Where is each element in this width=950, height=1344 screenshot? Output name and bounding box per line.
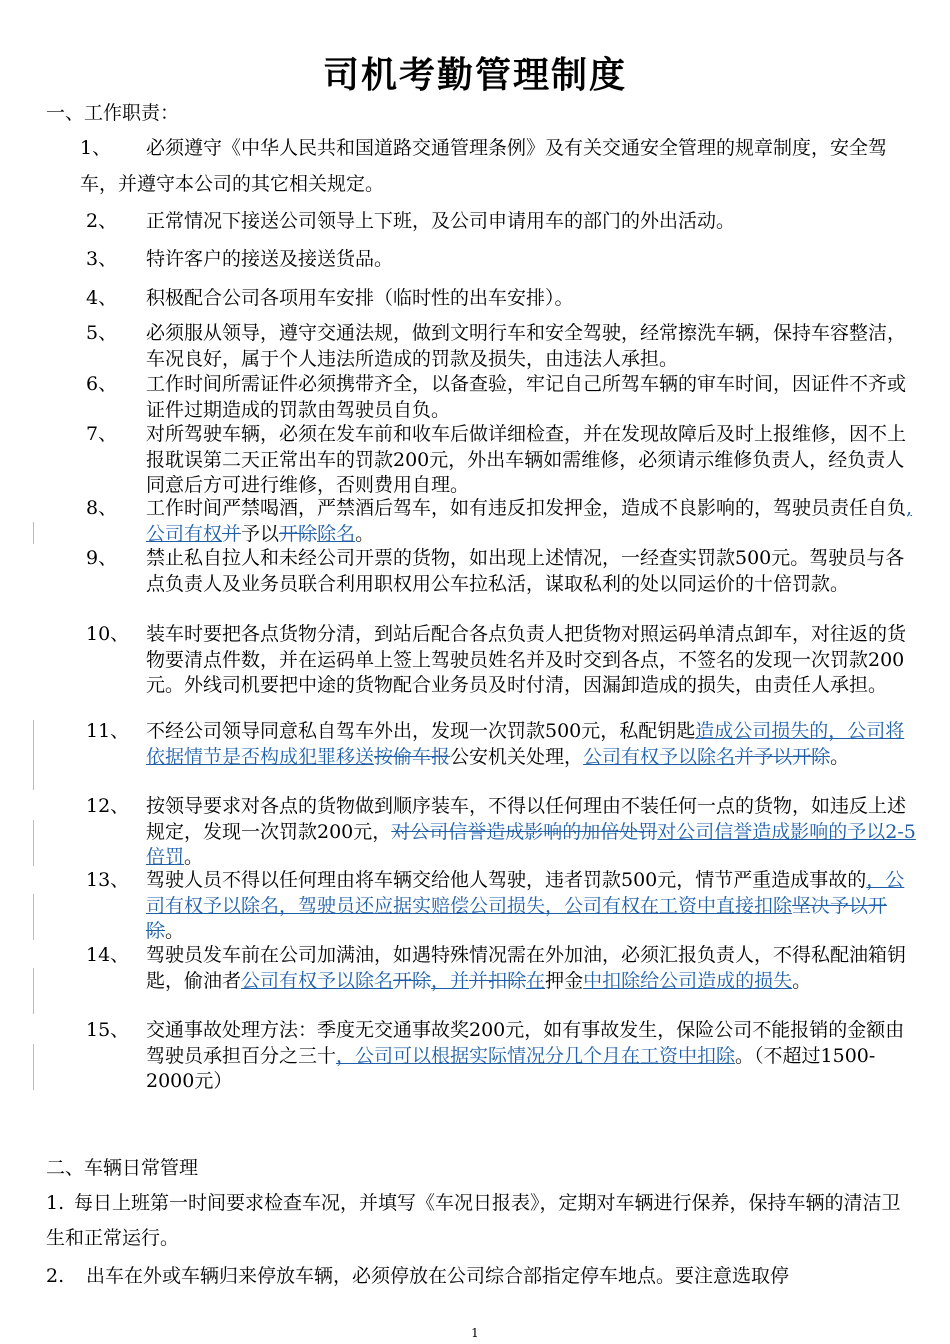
text-run: 。 [355,522,375,545]
item-number: 13、 [86,869,130,891]
revision-bar [33,720,34,790]
text-run: 工作时间所需证件必须携带齐全，以备查验，牢记自己所驾车辆的审车时间，因证件不齐或证件过期造成的罚款由驾驶员自负。 [146,373,907,421]
item-number: 15、 [86,1019,130,1041]
deleted-text: 开除 [393,969,432,992]
inserted-text: 公司有权予以除名 [241,969,394,992]
revision-bar [33,522,34,544]
page-number: 1 [471,1326,479,1340]
revision-bar [33,894,34,940]
duty-item-12 [86,794,918,871]
vehicle-item-1 [46,1186,908,1256]
item-number: 1、 [80,137,112,159]
text-run: 装车时要把各点货物分清，到站后配合各点负责人把货物对照运码单清点卸车，对往返的货物要清点件数，并在运码单上签上驾驶员姓名并及时交到各点，不签名的发现一次罚款200元。外线司机要把中途的货物配合业务员及时付清，因漏卸造成的损失，由责任人承担。 [146,623,907,696]
deleted-text: 按偷车报 [374,745,451,768]
item-number: 3、 [86,248,118,270]
deleted-text: 坚决予以开除 [146,894,888,942]
item-text: 积极配合公司各项用车安排（临时性的出车安排）。 [146,287,574,309]
item-number: 5、 [86,322,118,344]
inserted-text: 造成公司损失的，公司将依据情节是否构成犯罪移送 [146,720,905,768]
duty-item-11 [86,719,918,770]
section-heading-vehicle: 二、车辆日常管理 [46,1157,199,1179]
item-text: 正常情况下接送公司领导上下班，及公司申请用车的部门的外出活动。 [146,210,736,232]
item-number: 2. [46,1265,65,1287]
revision-bar [33,968,34,1014]
revision-bar [33,1044,34,1090]
item-text [146,422,918,499]
item-text [146,943,918,994]
duty-item-3 [86,241,914,277]
text-run: 必须服从领导，遵守交通法规，做到文明行车和安全驾驶，经常擦洗车辆，保持车容整洁，车况良好，属于个人违法所造成的罚款及损失，由违法人承担。 [146,322,907,370]
text-run: 驾驶员发车前在公司加满油，如遇特殊情况需在外加油，必须汇报负责人，不得私配油箱钥匙，偷油者 [146,944,907,992]
text-run: 。（不超过1500-2000元） [146,1044,876,1092]
revision-bar [33,820,34,866]
duty-item-7 [86,422,918,499]
text-run: 。 [792,969,812,992]
item-number: 2、 [86,210,118,232]
duty-item-1 [80,130,908,202]
deleted-text: 并予以开除 [735,745,831,768]
item-number: 4、 [86,287,118,309]
text-run: 不经公司领导同意私自驾车外出，发现一次罚款500元，私配钥匙 [146,720,696,742]
text-run: 对所驾驶车辆，必须在发车前和收车后做详细检查，并在发现故障后及时上报维修，因不上报耽误第二天正常出车的罚款200元，外出车辆如需维修，必须请示维修负责人，经负责人同意后方可进行维修，否则费用自理。 [146,423,907,496]
document-title: 司机考勤管理制度 [322,55,627,96]
text-run: 禁止私自拉人和未经公司开票的货物，如出现上述情况，一经查实罚款500元。驾驶员与各点负责人及业务员联合利用职权用公车拉私活，谋取私利的处以同运价的十倍罚款。 [146,547,905,595]
item-number: 10、 [86,623,130,645]
inserted-text: 公司有权予以除名 [583,745,736,768]
item-number: 14、 [86,944,130,966]
text-run: 予以 [241,522,280,545]
inserted-text: ，公司可以根据实际情况分几个月在工资中扣除 [336,1044,736,1067]
text-run: 工作时间严禁喝酒，严禁酒后驾车，如有违反扣发押金，造成不良影响的，驾驶员责任自负 [146,497,907,519]
item-text: 特许客户的接送及接送货品。 [146,248,394,270]
text-run: 。 [184,846,204,868]
duty-item-8 [86,496,918,547]
vehicle-item-2 [46,1259,908,1294]
deleted-text: 对公司信誉造成影响的加倍处罚 [391,820,658,843]
item-number: 8、 [86,497,118,519]
duty-item-4 [86,280,914,316]
inserted-text: 对公司信誉造成影响的予以2-5倍罚 [146,820,916,868]
inserted-text: 中扣除给公司造成的损失 [583,969,793,992]
item-number: 11、 [86,720,130,742]
duty-item-9 [86,546,918,597]
deleted-text: 并 [222,522,242,545]
item-text [146,321,918,372]
item-text [146,622,918,699]
inserted-text: ，公司有权予以除名，驾驶员还应据实赔偿公司损失，公司有权在工资中直接扣除 [146,869,905,917]
item-text [146,496,918,547]
item-text [146,794,918,871]
item-number: 12、 [86,795,130,817]
inserted-text: 除名 [317,522,356,545]
text-run: 公安机关处理， [450,745,584,768]
item-text: 出车在外或车辆归来停放车辆，必须停放在公司综合部指定停车地点。要注意选取停 [86,1265,790,1287]
inserted-text: 在 [526,969,546,992]
section-heading-duties: 一、工作职责： [46,102,180,124]
text-run: 。 [830,745,850,768]
duty-item-5 [86,321,918,372]
item-number: 6、 [86,373,118,395]
item-number: 9、 [86,547,118,569]
item-text: 每日上班第一时间要求检查车况，并填写《车况日报表》，定期对车辆进行保养，保持车辆的清洁卫生和正常运行。 [46,1192,901,1249]
inserted-text: ，并 [431,969,470,992]
item-number: 7、 [86,423,118,445]
text-run: 押金 [545,969,584,992]
duty-item-13 [86,868,918,945]
duty-item-10 [86,622,918,699]
text-run: 驾驶人员不得以任何理由将车辆交给他人驾驶，违者罚款500元，情节严重造成事故的 [146,869,867,891]
item-text [146,868,918,945]
inserted-text: ,公司有权 [146,497,913,545]
item-text [146,372,918,423]
duty-item-14 [86,943,918,994]
text-run: 交通事故处理方法：季度无交通事故奖200元，如有事故发生，保险公司不能报销的金额由驾驶员承担百分之三十 [146,1019,905,1067]
deleted-text: 开除 [279,522,318,545]
item-number: 1. [46,1192,65,1214]
deleted-text: 并扣除 [469,969,527,992]
duty-item-6 [86,372,918,423]
item-text [146,546,918,597]
text-run: 。 [165,920,185,942]
item-text [146,1018,918,1095]
duty-item-15 [86,1018,918,1095]
item-text: 必须遵守《中华人民共和国道路交通管理条例》及有关交通安全管理的规章制度，安全驾车，并遵守本公司的其它相关规定。 [80,137,888,195]
item-text [146,719,918,770]
duty-item-2 [86,203,914,239]
text-run: 按领导要求对各点的货物做到顺序装车，不得以任何理由不装任何一点的货物，如违反上述规定，发现一次罚款200元， [146,795,907,843]
